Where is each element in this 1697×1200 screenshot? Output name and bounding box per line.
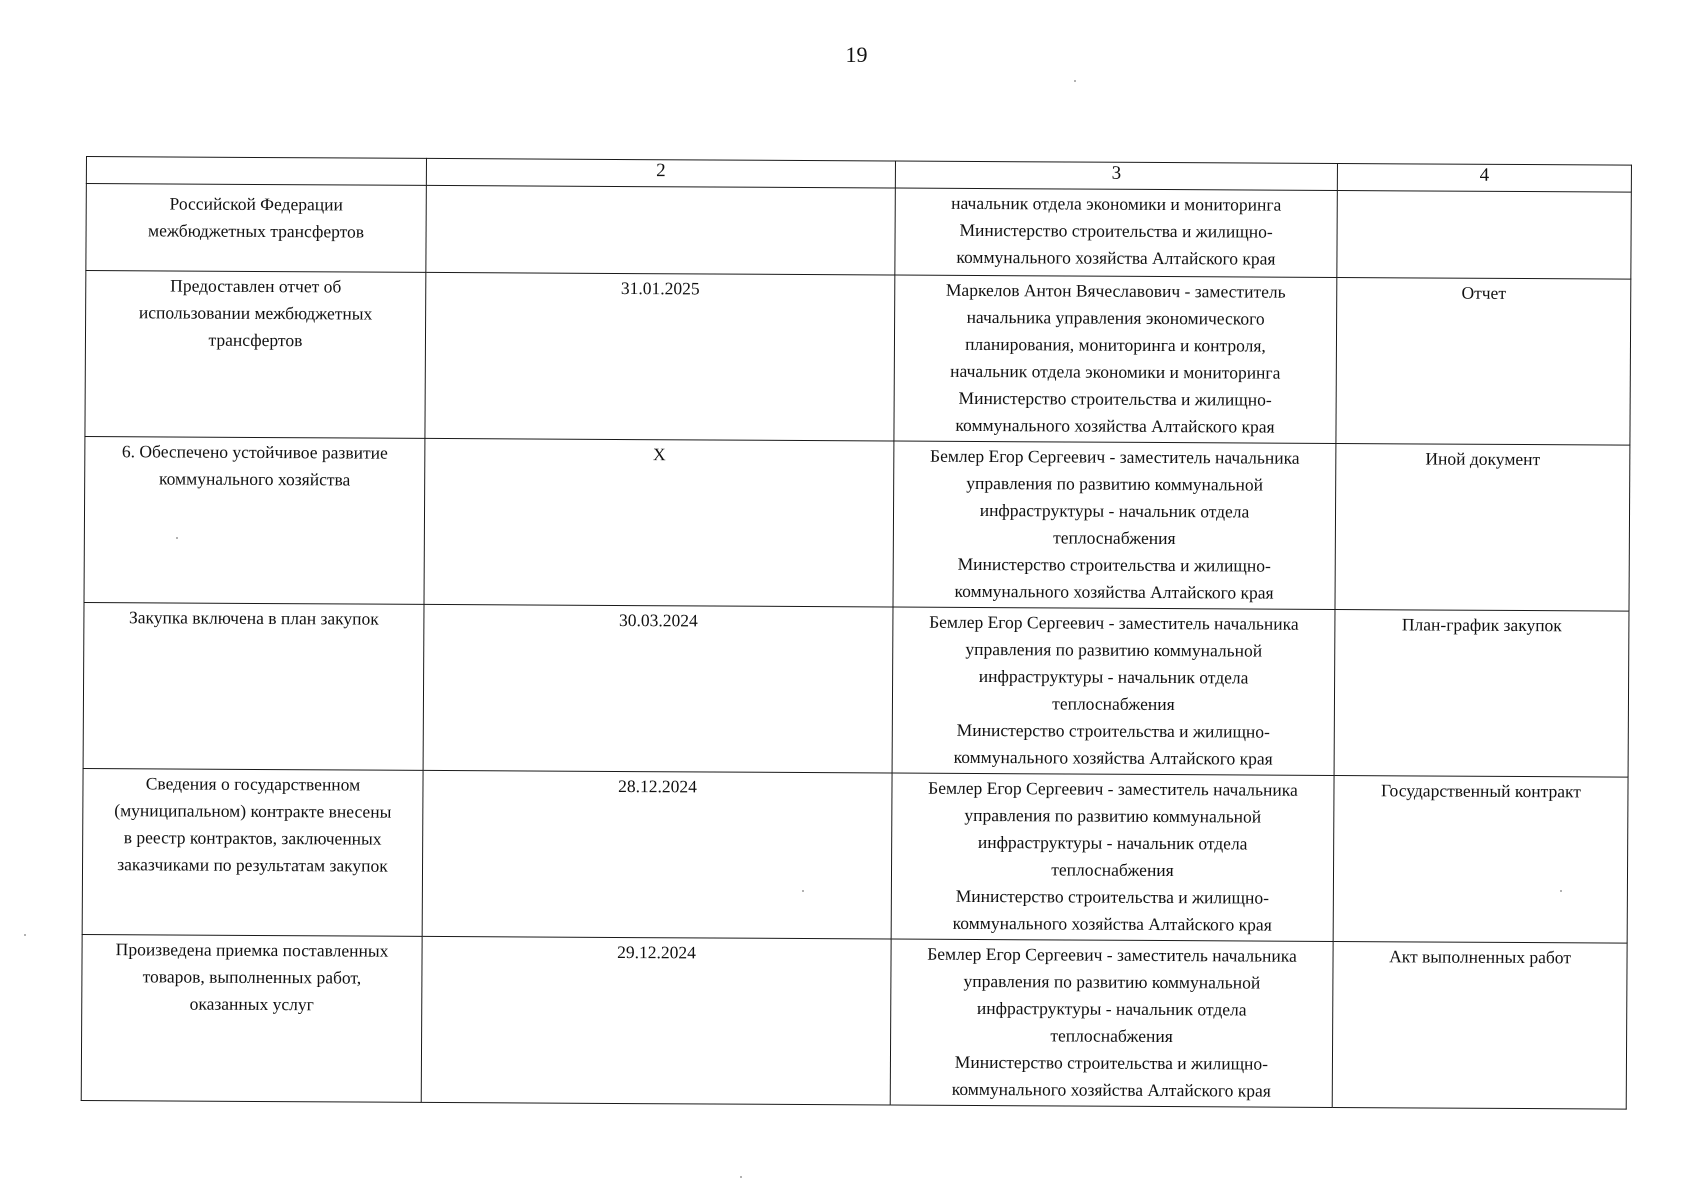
scan-speck xyxy=(1560,890,1562,892)
date-cell: 31.01.2025 xyxy=(425,272,895,441)
result-cell: Закупка включена в план закупок xyxy=(83,602,424,770)
date-cell xyxy=(426,185,895,275)
header-cell-2: 2 xyxy=(426,158,895,188)
document-type-cell: Иной документ xyxy=(1335,443,1630,611)
document-table xyxy=(81,156,1632,1110)
responsible-cell: Бемлер Егор Сергеевич - заместитель начальника управления по развитию коммунальной инфраструктуры - начальник отдела теплоснабжения Министерство строительства и жилищно- коммунального хозяйства Алтайского края xyxy=(890,939,1333,1107)
date-cell: 29.12.2024 xyxy=(421,936,891,1105)
responsible-cell: Бемлер Егор Сергеевич - заместитель начальника управления по развитию коммунальной инфраструктуры - начальник отдела теплоснабжения Министерство строительства и жилищно- коммунального хозяйства Алтайского края xyxy=(893,441,1336,609)
result-cell: Российской Федерации межбюджетных трансфертов xyxy=(86,184,426,273)
header-cell-4: 4 xyxy=(1337,163,1631,192)
date-cell: 28.12.2024 xyxy=(422,770,892,939)
table-row xyxy=(85,271,1631,446)
page-number: 19 xyxy=(845,42,868,67)
document-type-cell: Отчет xyxy=(1336,277,1631,445)
result-cell: Произведена приемка поставленных товаров, выполненных работ, оказанных услуг xyxy=(81,934,422,1102)
header-cell-3: 3 xyxy=(895,161,1337,190)
table-row xyxy=(86,184,1631,280)
result-cell: 6. Обеспечено устойчивое развитие коммунального хозяйства xyxy=(84,436,425,604)
date-cell: 30.03.2024 xyxy=(423,604,893,773)
document-type-cell: Акт выполненных работ xyxy=(1332,941,1627,1109)
scan-speck xyxy=(802,890,804,892)
document-type-cell: План-график закупок xyxy=(1334,609,1629,777)
scan-speck xyxy=(1074,80,1076,82)
table-row xyxy=(81,934,1627,1109)
result-cell: Сведения о государственном (муниципальном) контракте внесены в реестр контрактов, заключенных заказчиками по результатам закупок xyxy=(82,768,423,936)
scan-speck xyxy=(24,934,26,936)
document-type-cell: Государственный контракт xyxy=(1333,775,1628,943)
scan-speck xyxy=(176,537,178,539)
header-cell-1 xyxy=(86,157,426,186)
responsible-cell: Бемлер Егор Сергеевич - заместитель начальника управления по развитию коммунальной инфраструктуры - начальник отдела теплоснабжения Министерство строительства и жилищно- коммунального хозяйства Алтайского края xyxy=(892,607,1335,775)
table-row xyxy=(82,768,1628,943)
responsible-cell: Маркелов Антон Вячеславович - заместитель начальника управления экономического планирования, мониторинга и контроля, начальник отдела экономики и мониторинга Министерство строительства и жилищно- коммунального хозяйства Алтайского края xyxy=(894,275,1337,443)
table-row xyxy=(83,602,1629,777)
scan-speck xyxy=(740,1176,742,1178)
responsible-cell: начальник отдела экономики и мониторинга Министерство строительства и жилищно- коммунального хозяйства Алтайского края xyxy=(895,188,1337,277)
date-cell: X xyxy=(424,438,894,607)
document-type-cell xyxy=(1337,190,1631,279)
result-cell: Предоставлен отчет об использовании межбюджетных трансфертов xyxy=(85,271,426,439)
table-row xyxy=(84,436,1630,611)
responsible-cell: Бемлер Егор Сергеевич - заместитель начальника управления по развитию коммунальной инфраструктуры - начальник отдела теплоснабжения Министерство строительства и жилищно- коммунального хозяйства Алтайского края xyxy=(891,773,1334,941)
